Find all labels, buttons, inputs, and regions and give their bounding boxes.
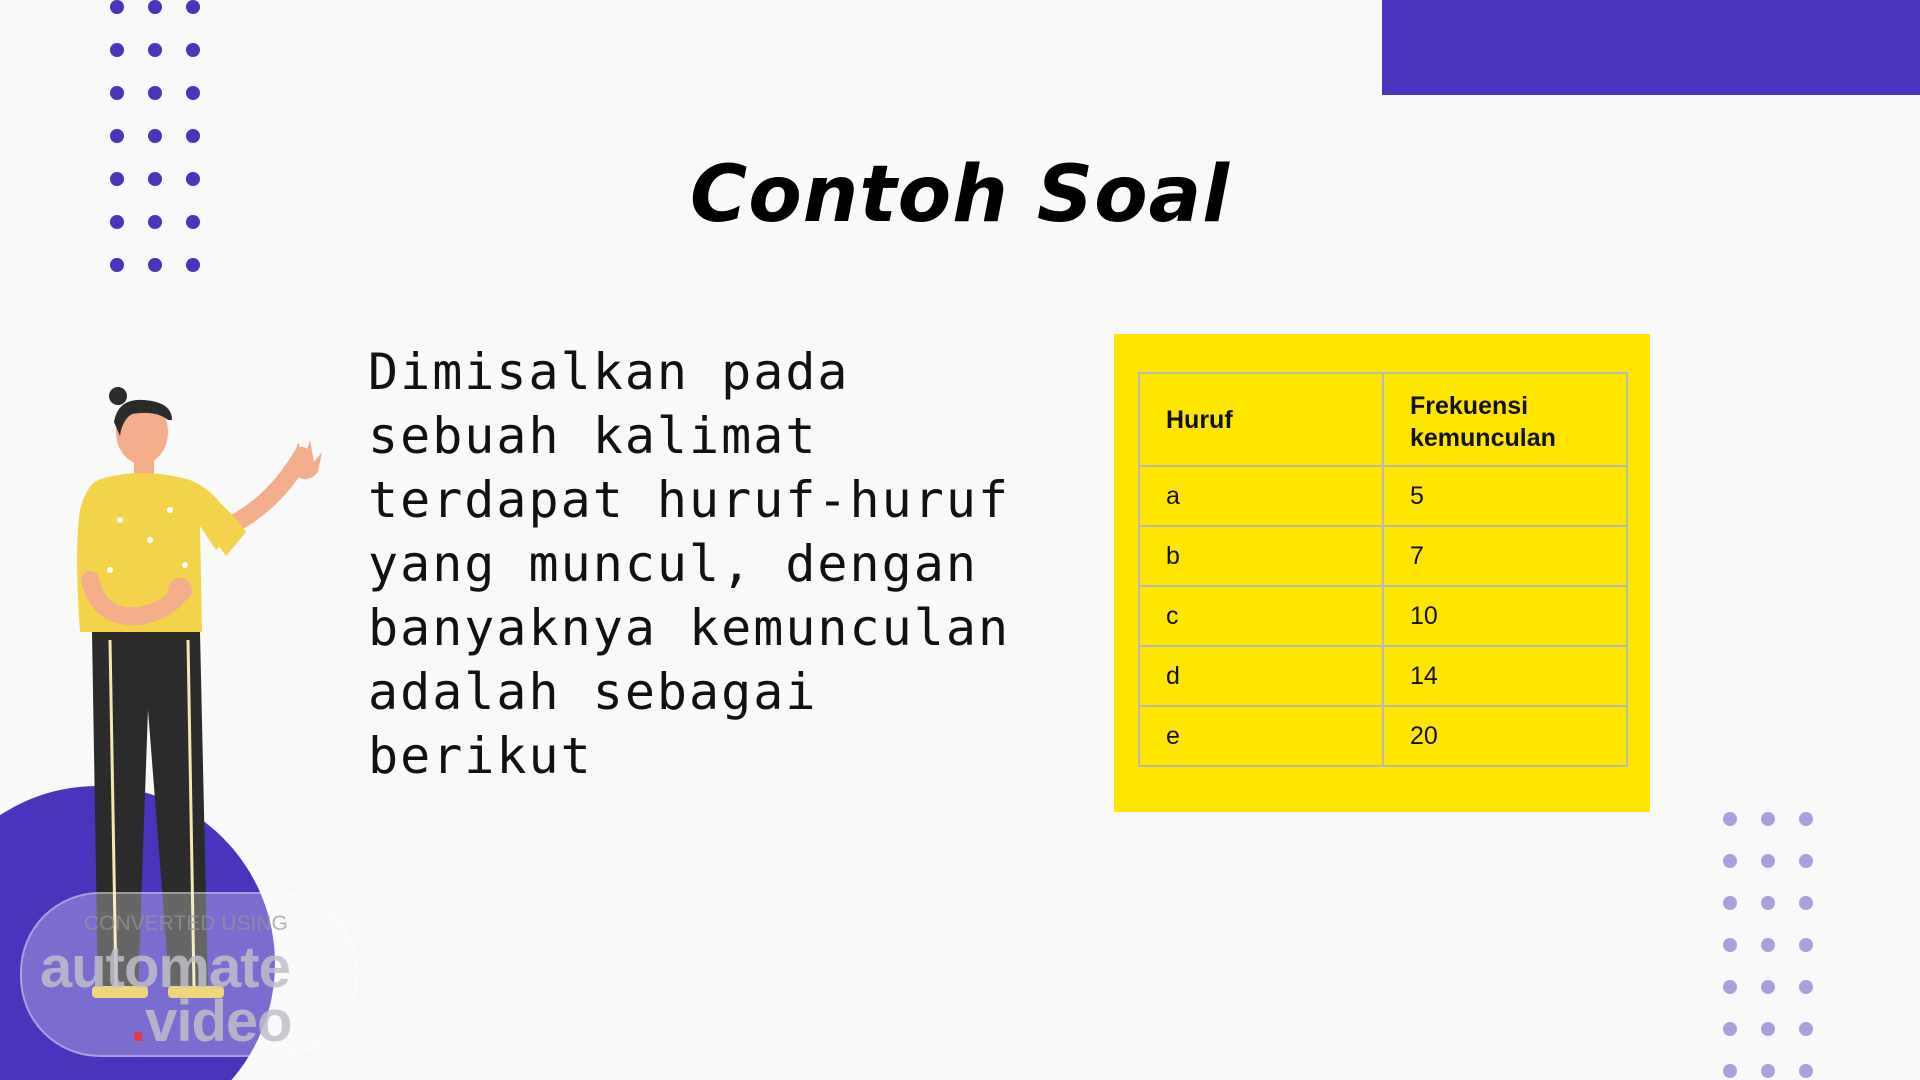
decorative-dot	[1723, 1022, 1737, 1036]
cell-huruf: a	[1139, 466, 1383, 526]
decorative-dot	[1799, 1022, 1813, 1036]
decorative-dot	[186, 129, 200, 143]
decorative-dot	[1761, 854, 1775, 868]
header-frekuensi-label: Frekuensi kemunculan	[1410, 391, 1556, 452]
decorative-dot	[110, 215, 124, 229]
body-line: banyaknya kemunculan	[368, 599, 1011, 657]
body-line: adalah sebagai	[368, 663, 818, 721]
decorative-dot	[1761, 896, 1775, 910]
watermark-badge	[20, 892, 358, 1057]
shirt-dot	[167, 507, 173, 513]
cell-huruf: d	[1139, 646, 1383, 706]
watermark-dot: .	[130, 989, 146, 1054]
body-line: sebuah kalimat	[368, 407, 818, 465]
frequency-table	[1138, 372, 1628, 767]
decorative-dot	[1799, 812, 1813, 826]
watermark-brand: automate	[40, 935, 290, 1000]
body-line: Dimisalkan pada	[368, 343, 850, 401]
decorative-dot	[186, 258, 200, 272]
header-huruf: Huruf	[1139, 373, 1383, 466]
decorative-dot	[186, 215, 200, 229]
decorative-dot	[148, 43, 162, 57]
decorative-dot	[110, 172, 124, 186]
watermark-sub-text: video	[145, 989, 292, 1054]
cell-huruf: c	[1139, 586, 1383, 646]
cell-frekuensi: 7	[1383, 526, 1627, 586]
body-line: terdapat huruf-huruf	[368, 471, 1011, 529]
decorative-dot	[148, 215, 162, 229]
fist	[168, 578, 192, 602]
cell-huruf: e	[1139, 706, 1383, 766]
decorative-dot	[1761, 938, 1775, 952]
decorative-dot	[1723, 980, 1737, 994]
body-line: yang muncul, dengan	[368, 535, 978, 593]
decorative-dot	[1723, 1064, 1737, 1078]
decorative-dot	[110, 0, 124, 14]
table-panel	[1114, 334, 1650, 812]
table-row	[1139, 586, 1627, 646]
decorative-dot	[186, 172, 200, 186]
shirt-dot	[107, 567, 113, 573]
shirt-dot	[147, 537, 153, 543]
decorative-dot	[186, 86, 200, 100]
table-header-row	[1139, 373, 1627, 466]
cell-frekuensi: 5	[1383, 466, 1627, 526]
cell-frekuensi: 10	[1383, 586, 1627, 646]
table-row	[1139, 646, 1627, 706]
hand	[292, 440, 322, 479]
shirt-dot	[117, 517, 123, 523]
decorative-dot	[148, 172, 162, 186]
decorative-dot	[110, 86, 124, 100]
decorative-dot	[110, 43, 124, 57]
table-row	[1139, 526, 1627, 586]
decorative-dot	[1799, 938, 1813, 952]
slide-title: Contoh Soal	[689, 150, 1231, 240]
decorative-dot	[1761, 812, 1775, 826]
shirt-dot	[182, 562, 188, 568]
cell-frekuensi: 14	[1383, 646, 1627, 706]
decorative-dot	[1761, 1022, 1775, 1036]
decorative-dot	[110, 129, 124, 143]
table-row	[1139, 466, 1627, 526]
decorative-dot	[186, 43, 200, 57]
decorative-dot	[110, 258, 124, 272]
decorative-dot	[1723, 854, 1737, 868]
decorative-dot	[1799, 980, 1813, 994]
decorative-dot	[148, 0, 162, 14]
watermark-caption: CONVERTED USING	[84, 912, 288, 935]
decorative-dot	[148, 129, 162, 143]
header-frekuensi	[1383, 373, 1627, 466]
body-line: berikut	[368, 727, 593, 785]
body-paragraph	[368, 340, 1048, 788]
decorative-dot	[186, 0, 200, 14]
decorative-dot	[1723, 938, 1737, 952]
decorative-dot	[1723, 812, 1737, 826]
decorative-dot	[1799, 896, 1813, 910]
decorative-dot	[148, 258, 162, 272]
cell-frekuensi: 20	[1383, 706, 1627, 766]
top-accent-bar	[1382, 0, 1920, 95]
cell-huruf: b	[1139, 526, 1383, 586]
hair-bun	[109, 387, 127, 405]
table-row	[1139, 706, 1627, 766]
decorative-dot	[148, 86, 162, 100]
dot-grid-bottom-right	[1723, 812, 1823, 1080]
decorative-dot	[1799, 854, 1813, 868]
decorative-dot	[1723, 896, 1737, 910]
dot-grid-top-left	[110, 0, 210, 270]
watermark-brand-sub	[130, 988, 292, 1055]
decorative-dot	[1761, 980, 1775, 994]
decorative-dot	[1761, 1064, 1775, 1078]
decorative-dot	[1799, 1064, 1813, 1078]
